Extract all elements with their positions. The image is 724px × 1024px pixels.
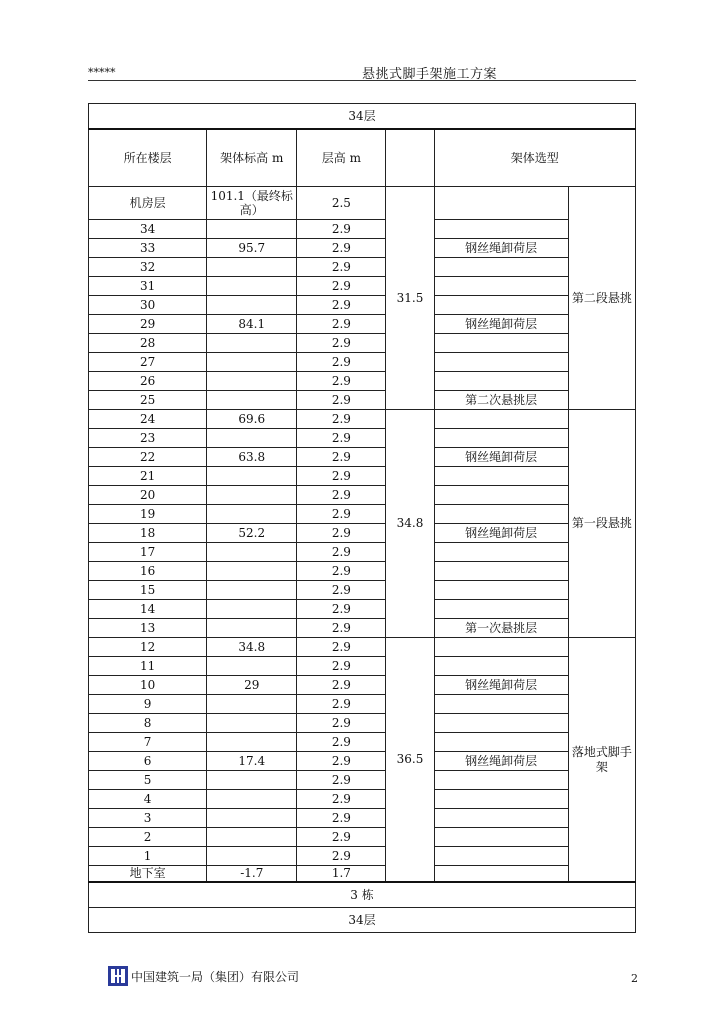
scaffold-table — [88, 103, 636, 933]
cell-floor: 28 — [89, 334, 207, 353]
col-header-segment — [386, 129, 434, 187]
table-row — [89, 372, 636, 391]
cell-scaffold-type — [434, 790, 568, 809]
cell-height: 2.9 — [297, 315, 386, 334]
table-row — [89, 296, 636, 315]
cell-scaffold-type: 第一次悬挑层 — [434, 619, 568, 638]
cell-scaffold-type — [434, 353, 568, 372]
table-row — [89, 277, 636, 296]
cell-scaffold-type — [434, 429, 568, 448]
cell-height: 1.7 — [297, 866, 386, 883]
cell-floor: 12 — [89, 638, 207, 657]
table-row — [89, 334, 636, 353]
document-title: 悬挑式脚手架施工方案 — [362, 67, 498, 82]
table-title: 34层 — [89, 104, 636, 130]
cell-elevation: 34.8 — [207, 638, 297, 657]
cell-height: 2.9 — [297, 752, 386, 771]
table-row — [89, 448, 636, 467]
cell-height: 2.9 — [297, 809, 386, 828]
cell-floor: 7 — [89, 733, 207, 752]
cell-elevation — [207, 790, 297, 809]
cell-height: 2.9 — [297, 239, 386, 258]
cell-elevation — [207, 543, 297, 562]
cell-height: 2.9 — [297, 543, 386, 562]
cell-elevation — [207, 714, 297, 733]
cell-elevation — [207, 296, 297, 315]
cell-floor: 1 — [89, 847, 207, 866]
cell-elevation — [207, 486, 297, 505]
cell-scaffold-type — [434, 809, 568, 828]
cell-elevation: 17.4 — [207, 752, 297, 771]
cell-scaffold-type — [434, 543, 568, 562]
cell-elevation: -1.7 — [207, 866, 297, 883]
cell-scaffold-type — [434, 220, 568, 239]
cell-height: 2.9 — [297, 429, 386, 448]
cell-scaffold-type — [434, 847, 568, 866]
cell-floor: 3 — [89, 809, 207, 828]
cell-height: 2.9 — [297, 695, 386, 714]
cell-elevation — [207, 220, 297, 239]
cell-floor: 14 — [89, 600, 207, 619]
table-row — [89, 676, 636, 695]
table-row — [89, 353, 636, 372]
cell-scaffold-type — [434, 562, 568, 581]
cell-height: 2.9 — [297, 790, 386, 809]
table-row — [89, 847, 636, 866]
cell-height: 2.9 — [297, 657, 386, 676]
cell-floor: 27 — [89, 353, 207, 372]
table-row — [89, 562, 636, 581]
table-row — [89, 657, 636, 676]
cell-elevation: 52.2 — [207, 524, 297, 543]
cell-scaffold-type: 钢丝绳卸荷层 — [434, 676, 568, 695]
cell-floor: 地下室 — [89, 866, 207, 883]
cell-floor: 6 — [89, 752, 207, 771]
cell-floor: 21 — [89, 467, 207, 486]
table-row — [89, 752, 636, 771]
table-row — [89, 638, 636, 657]
cell-scaffold-type — [434, 828, 568, 847]
cell-height: 2.9 — [297, 714, 386, 733]
cell-floor: 4 — [89, 790, 207, 809]
cell-stage: 第二段悬挑 — [568, 187, 635, 410]
cell-height: 2.9 — [297, 448, 386, 467]
cell-segment-height: 36.5 — [386, 638, 434, 883]
table-row — [89, 486, 636, 505]
cell-elevation: 63.8 — [207, 448, 297, 467]
cell-floor: 31 — [89, 277, 207, 296]
col-header-type: 架体选型 — [434, 129, 635, 187]
cell-scaffold-type — [434, 505, 568, 524]
cell-scaffold-type: 钢丝绳卸荷层 — [434, 752, 568, 771]
cell-floor: 8 — [89, 714, 207, 733]
cell-height: 2.9 — [297, 467, 386, 486]
table-row — [89, 429, 636, 448]
cell-floor: 5 — [89, 771, 207, 790]
cell-scaffold-type — [434, 657, 568, 676]
table-row — [89, 239, 636, 258]
table-row — [89, 391, 636, 410]
cell-floor: 22 — [89, 448, 207, 467]
cell-floor: 9 — [89, 695, 207, 714]
col-header-floor: 所在楼层 — [89, 129, 207, 187]
cell-height: 2.9 — [297, 581, 386, 600]
cell-elevation: 69.6 — [207, 410, 297, 429]
cell-scaffold-type — [434, 733, 568, 752]
cell-scaffold-type — [434, 638, 568, 657]
table-row — [89, 187, 636, 220]
cell-height: 2.9 — [297, 619, 386, 638]
cell-scaffold-type — [434, 410, 568, 429]
cell-floor: 33 — [89, 239, 207, 258]
cell-elevation — [207, 505, 297, 524]
next-table-title: 34层 — [89, 908, 636, 933]
cell-height: 2.9 — [297, 410, 386, 429]
header-rule — [88, 80, 636, 81]
cell-floor: 32 — [89, 258, 207, 277]
cell-scaffold-type — [434, 277, 568, 296]
footer — [108, 966, 299, 986]
cell-scaffold-type — [434, 866, 568, 883]
cell-height: 2.5 — [297, 187, 386, 220]
table-row — [89, 543, 636, 562]
cell-floor: 30 — [89, 296, 207, 315]
table-row — [89, 315, 636, 334]
cell-scaffold-type — [434, 600, 568, 619]
table-row — [89, 258, 636, 277]
cell-scaffold-type: 钢丝绳卸荷层 — [434, 239, 568, 258]
cell-floor: 2 — [89, 828, 207, 847]
cell-elevation — [207, 391, 297, 410]
cell-elevation — [207, 828, 297, 847]
cell-floor: 17 — [89, 543, 207, 562]
cell-elevation — [207, 562, 297, 581]
cell-floor: 29 — [89, 315, 207, 334]
table-row — [89, 866, 636, 883]
cell-elevation — [207, 277, 297, 296]
cell-height: 2.9 — [297, 600, 386, 619]
cell-floor: 机房层 — [89, 187, 207, 220]
col-header-elevation: 架体标高 m — [207, 129, 297, 187]
cell-scaffold-type — [434, 258, 568, 277]
table-row — [89, 733, 636, 752]
cell-floor: 24 — [89, 410, 207, 429]
cell-height: 2.9 — [297, 828, 386, 847]
cell-height: 2.9 — [297, 505, 386, 524]
header-left-mark: ***** — [88, 66, 116, 79]
cell-scaffold-type — [434, 486, 568, 505]
cell-floor: 11 — [89, 657, 207, 676]
cell-scaffold-type — [434, 334, 568, 353]
cell-elevation — [207, 619, 297, 638]
cell-scaffold-type — [434, 372, 568, 391]
table-row — [89, 809, 636, 828]
cell-segment-height: 34.8 — [386, 410, 434, 638]
cell-floor: 26 — [89, 372, 207, 391]
cell-height: 2.9 — [297, 638, 386, 657]
cell-segment-height: 31.5 — [386, 187, 434, 410]
cell-stage: 落地式脚手架 — [568, 638, 635, 883]
cell-elevation — [207, 657, 297, 676]
cell-floor: 23 — [89, 429, 207, 448]
cell-floor: 34 — [89, 220, 207, 239]
cell-stage: 第一段悬挑 — [568, 410, 635, 638]
cell-elevation — [207, 467, 297, 486]
cell-scaffold-type: 钢丝绳卸荷层 — [434, 524, 568, 543]
table-row — [89, 505, 636, 524]
cell-elevation — [207, 372, 297, 391]
cell-floor: 13 — [89, 619, 207, 638]
table-row — [89, 828, 636, 847]
cell-height: 2.9 — [297, 676, 386, 695]
cell-scaffold-type — [434, 187, 568, 220]
cell-elevation: 101.1（最终标高） — [207, 187, 297, 220]
cell-floor: 18 — [89, 524, 207, 543]
table-row — [89, 410, 636, 429]
cell-elevation — [207, 600, 297, 619]
cell-elevation — [207, 353, 297, 372]
cell-elevation: 95.7 — [207, 239, 297, 258]
cell-height: 2.9 — [297, 220, 386, 239]
cell-height: 2.9 — [297, 258, 386, 277]
cell-height: 2.9 — [297, 771, 386, 790]
table-row — [89, 467, 636, 486]
cell-height: 2.9 — [297, 733, 386, 752]
cell-scaffold-type: 第二次悬挑层 — [434, 391, 568, 410]
cell-elevation: 29 — [207, 676, 297, 695]
cell-height: 2.9 — [297, 277, 386, 296]
cell-elevation — [207, 581, 297, 600]
page-number: 2 — [631, 972, 638, 985]
cell-scaffold-type — [434, 695, 568, 714]
cell-height: 2.9 — [297, 391, 386, 410]
cell-elevation — [207, 809, 297, 828]
cell-height: 2.9 — [297, 847, 386, 866]
company-name: 中国建筑一局（集团）有限公司 — [131, 969, 300, 984]
table-row — [89, 220, 636, 239]
cell-height: 2.9 — [297, 353, 386, 372]
cell-scaffold-type: 钢丝绳卸荷层 — [434, 448, 568, 467]
cell-elevation — [207, 334, 297, 353]
cell-scaffold-type — [434, 467, 568, 486]
table-row — [89, 600, 636, 619]
cell-elevation — [207, 695, 297, 714]
cell-floor: 19 — [89, 505, 207, 524]
cell-scaffold-type — [434, 714, 568, 733]
cell-height: 2.9 — [297, 486, 386, 505]
table-row — [89, 619, 636, 638]
cell-scaffold-type: 钢丝绳卸荷层 — [434, 315, 568, 334]
building-label: 3 栋 — [89, 882, 636, 908]
cell-height: 2.9 — [297, 524, 386, 543]
cell-elevation — [207, 847, 297, 866]
cell-floor: 20 — [89, 486, 207, 505]
cell-elevation — [207, 733, 297, 752]
cell-scaffold-type — [434, 296, 568, 315]
cell-height: 2.9 — [297, 562, 386, 581]
table-row — [89, 790, 636, 809]
table-row — [89, 771, 636, 790]
cell-elevation — [207, 429, 297, 448]
cell-floor: 16 — [89, 562, 207, 581]
cell-floor: 25 — [89, 391, 207, 410]
cell-height: 2.9 — [297, 334, 386, 353]
cell-floor: 15 — [89, 581, 207, 600]
cell-height: 2.9 — [297, 372, 386, 391]
cell-elevation — [207, 258, 297, 277]
table-row — [89, 714, 636, 733]
cell-elevation: 84.1 — [207, 315, 297, 334]
cell-elevation — [207, 771, 297, 790]
cell-floor: 10 — [89, 676, 207, 695]
cell-scaffold-type — [434, 771, 568, 790]
table-row — [89, 695, 636, 714]
cell-scaffold-type — [434, 581, 568, 600]
cell-height: 2.9 — [297, 296, 386, 315]
table-row — [89, 581, 636, 600]
company-logo-icon — [108, 966, 128, 986]
table-row — [89, 524, 636, 543]
col-header-height: 层高 m — [297, 129, 386, 187]
